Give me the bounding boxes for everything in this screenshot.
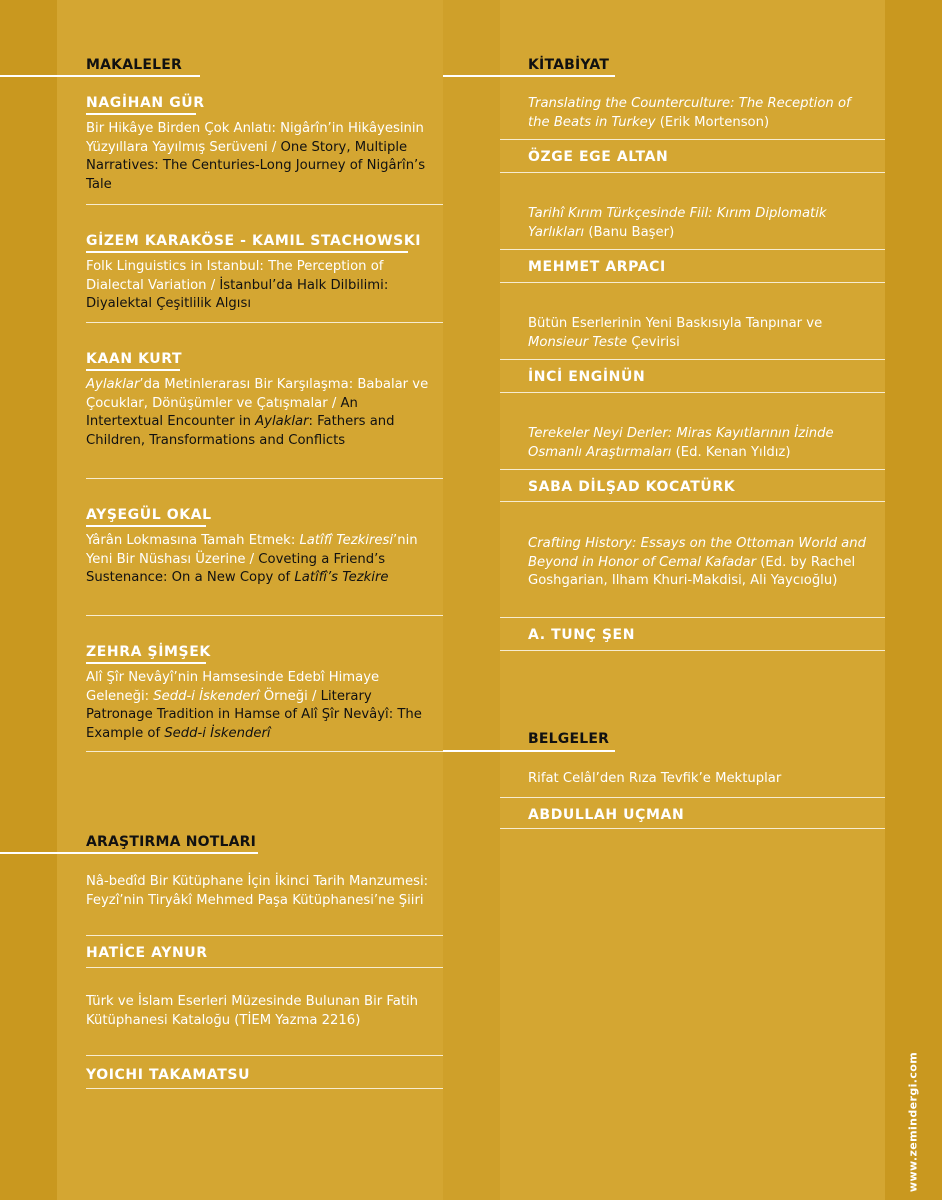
- author-underline: [86, 251, 408, 253]
- divider: [86, 935, 443, 936]
- divider: [86, 615, 443, 616]
- reviewer-name: ÖZGE EGE ALTAN: [528, 149, 669, 165]
- author-name: HATİCE AYNUR: [86, 945, 208, 961]
- article-title: Yârân Lokmasına Tamah Etmek: Latîfî Tezkiresi’nin Yeni Bir Nüshası Üzerine / Coveting a Friend’s Sustenance: On a New Copy of Latîfî’s Tezkire: [86, 533, 418, 585]
- section-accent-line: [0, 75, 200, 77]
- divider: [500, 139, 885, 140]
- author-underline: [86, 113, 196, 115]
- column-gutter: [443, 0, 500, 1200]
- author-underline: [86, 525, 206, 527]
- article-title: Bir Hikâye Birden Çok Anlatı: Nigârîn’in Hikâyesinin Yüzyıllara Yayılmış Serüveni / One Story, Multiple Narratives: The Centuries-Long Journey of Nigârîn’s Tale: [86, 121, 426, 192]
- divider: [86, 204, 443, 205]
- article-title: Türk ve İslam Eserleri Müzesinde Bulunan Bir Fatih Kütüphanesi Kataloğu (TİEM Yazma 2216): [86, 994, 419, 1028]
- author-name: YOICHI TAKAMATSU: [86, 1067, 251, 1083]
- author-underline: [86, 662, 206, 664]
- review-title: Terekeler Neyi Derler: Miras Kayıtlarının İzinde Osmanlı Araştırmaları (Ed. Kenan Yıldız): [528, 426, 834, 460]
- section-heading-belgeler: BELGELER: [528, 731, 610, 747]
- divider: [500, 469, 885, 470]
- section-heading-kitabiyat: KİTABİYAT: [528, 57, 610, 73]
- article-title: Aylaklar’da Metinlerarası Bir Karşılaşma: Babalar ve Çocuklar, Dönüşümler ve Çatışmalar / An Intertextual Encounter in Aylaklar: Fathers and Children, Transformations and Conflicts: [86, 377, 429, 448]
- divider: [86, 478, 443, 479]
- document-title: Rifat Celâl’den Rıza Tevfik’e Mektuplar: [528, 771, 782, 786]
- review-title: Crafting History: Essays on the Ottoman World and Beyond in Honor of Cemal Kafadar (Ed. by Rachel Goshgarian, Ilham Khuri-Makdisi, Ali Yaycıoğlu): [528, 536, 866, 588]
- left-margin-band: [0, 0, 57, 1200]
- review-title: Translating the Counterculture: The Reception of the Beats in Turkey (Erik Mortenson): [528, 96, 851, 130]
- author-name: AYŞEGÜL OKAL: [86, 507, 212, 523]
- divider: [500, 172, 885, 173]
- author-name: GİZEM KARAKÖSE - KAMIL STACHOWSKI: [86, 233, 422, 249]
- article-title: Nâ-bedîd Bir Kütüphane İçin İkinci Tarih Manzumesi: Feyzî’nin Tiryâkî Mehmed Paşa Kütüphanesi’ne Şiiri: [86, 874, 429, 908]
- divider: [86, 967, 443, 968]
- website-url: www.zemindergi.com: [906, 1051, 920, 1193]
- divider: [500, 392, 885, 393]
- section-heading-makaleler: MAKALELER: [86, 57, 182, 73]
- article-title: Folk Linguistics in Istanbul: The Perception of Dialectal Variation / İstanbul’da Halk Dilbilimi: Diyalektal Çeşitlilik Algısı: [86, 259, 389, 311]
- section-accent-line: [443, 750, 615, 752]
- reviewer-name: MEHMET ARPACI: [528, 259, 666, 275]
- divider: [500, 282, 885, 283]
- divider: [86, 322, 443, 323]
- divider: [500, 249, 885, 250]
- divider: [86, 1055, 443, 1056]
- divider: [500, 650, 885, 651]
- divider: [500, 828, 885, 829]
- divider: [500, 797, 885, 798]
- author-name: ABDULLAH UÇMAN: [528, 807, 685, 823]
- section-accent-line: [0, 852, 258, 854]
- article-title: Alî Şîr Nevâyî’nin Hamsesinde Edebî Himaye Geleneği: Sedd-i İskenderî Örneği / Literary Patronage Tradition in Hamse of Alî Şîr Nevâyî: The Example of Sedd-i İskenderî: [86, 670, 422, 741]
- author-name: KAAN KURT: [86, 351, 183, 367]
- author-underline: [86, 369, 180, 371]
- right-margin-band: [885, 0, 942, 1200]
- section-heading-arastirma-notlari: ARAŞTIRMA NOTLARI: [86, 834, 257, 850]
- review-title: Bütün Eserlerinin Yeni Baskısıyla Tanpınar ve Monsieur Teste Çevirisi: [528, 316, 823, 350]
- divider: [86, 1088, 443, 1089]
- review-title: Tarihî Kırım Türkçesinde Fiil: Kırım Diplomatik Yarlıkları (Banu Başer): [528, 206, 827, 240]
- reviewer-name: SABA DİLŞAD KOCATÜRK: [528, 479, 736, 495]
- divider: [86, 751, 443, 752]
- reviewer-name: A. TUNÇ ŞEN: [528, 627, 636, 643]
- author-name: NAGİHAN GÜR: [86, 95, 205, 111]
- divider: [500, 617, 885, 618]
- author-name: ZEHRA ŞİMŞEK: [86, 644, 211, 660]
- divider: [500, 359, 885, 360]
- reviewer-name: İNCİ ENGİNÜN: [528, 369, 646, 385]
- section-accent-line: [443, 75, 615, 77]
- divider: [500, 501, 885, 502]
